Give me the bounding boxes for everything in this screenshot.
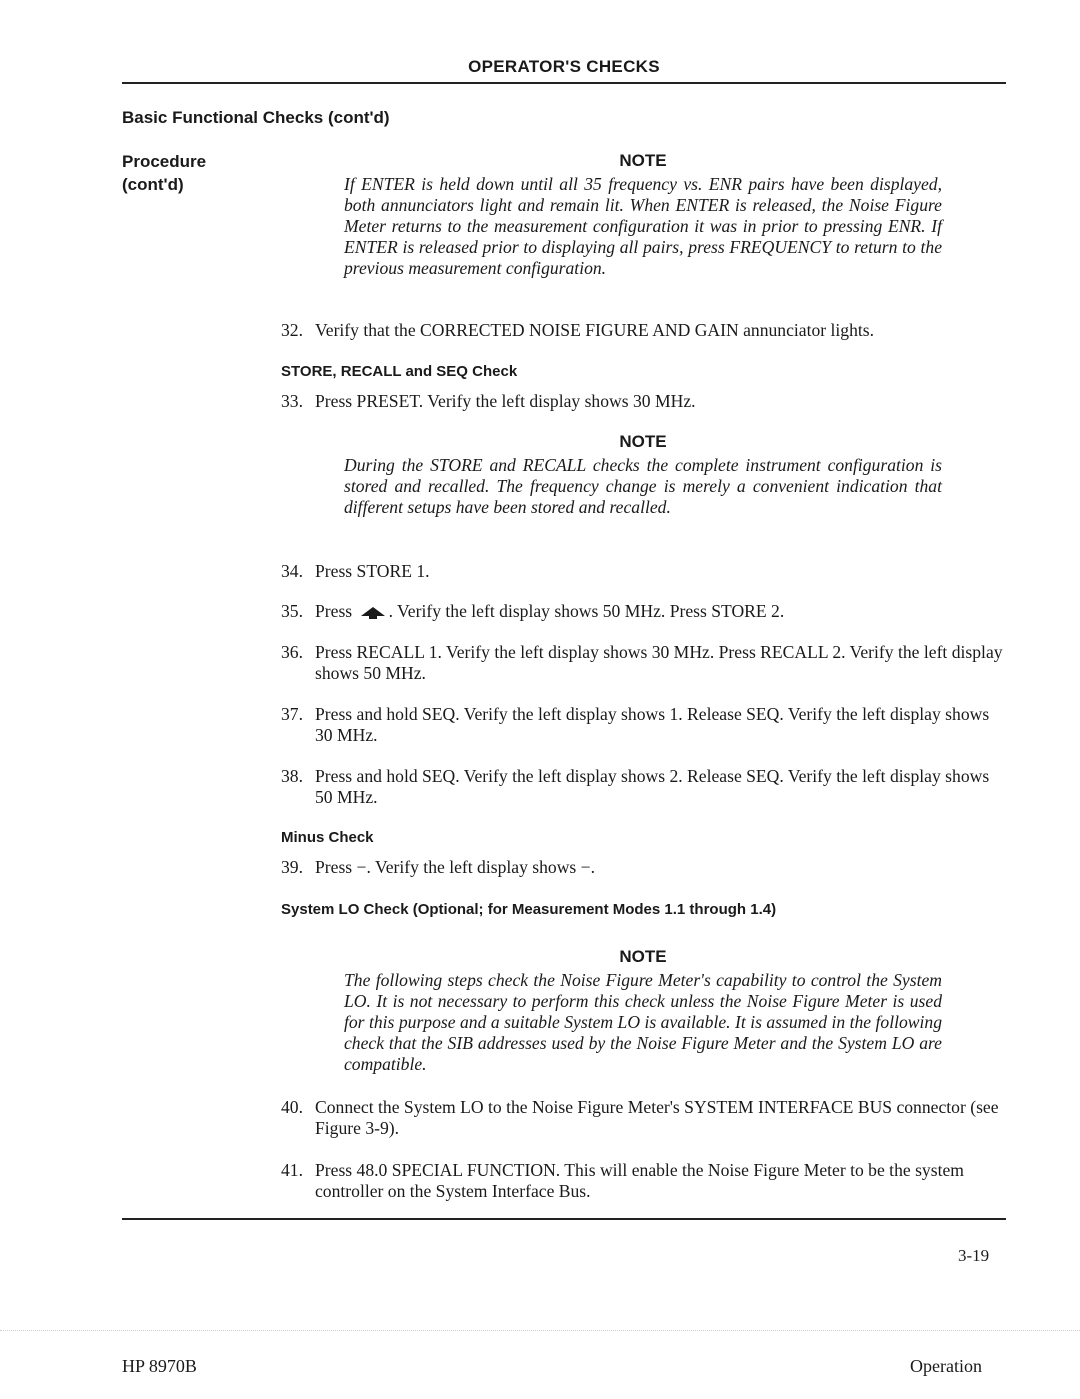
side-label-line1: Procedure <box>122 152 207 171</box>
step-number: 32. <box>281 320 303 340</box>
subheading-system-lo: System LO Check (Optional; for Measurement Modes 1.1 through 1.4) <box>281 901 777 918</box>
step-text-pre: Press <box>315 601 353 621</box>
note-title: NOTE <box>619 947 667 966</box>
step-item <box>281 1097 1009 1139</box>
step-number: 36. <box>281 642 303 662</box>
step-text: Connect the System LO to the Noise Figure Meter's SYSTEM INTERFACE BUS connector (see Figure 3-9). <box>315 1097 999 1138</box>
footer-model: HP 8970B <box>122 1356 197 1376</box>
step-text: Press −. Verify the left display shows −. <box>315 857 595 877</box>
step-number: 40. <box>281 1097 303 1117</box>
step-item <box>281 1160 1009 1202</box>
step-text: Press and hold SEQ. Verify the left display shows 1. Release SEQ. Verify the left display shows 30 MHz. <box>315 704 990 745</box>
step-text: Press PRESET. Verify the left display shows 30 MHz. <box>315 391 696 411</box>
subheading-store-recall: STORE, RECALL and SEQ Check <box>281 363 518 380</box>
step-text: Press STORE 1. <box>315 561 430 581</box>
step-text-post: . Verify the left display shows 50 MHz. Press STORE 2. <box>388 601 785 621</box>
step-text: Press 48.0 SPECIAL FUNCTION. This will enable the Noise Figure Meter to be the system controller on the System Interface Bus. <box>315 1160 964 1201</box>
step-item <box>281 320 1009 341</box>
step-item <box>281 601 1009 622</box>
subheading-minus-check: Minus Check <box>281 829 374 846</box>
side-label <box>122 150 206 196</box>
note-body: During the STORE and RECALL checks the complete instrument configuration is stored and recalled. The frequency change is merely a convenient indication that different setups have been stored and recalled. <box>344 455 942 517</box>
step-number: 34. <box>281 561 303 581</box>
step-number: 33. <box>281 391 303 411</box>
header-rule <box>122 82 1006 84</box>
step-number: 39. <box>281 857 303 877</box>
note-body: If ENTER is held down until all 35 frequency vs. ENR pairs have been displayed, both annunciators light and remain lit. When ENTER is released, the Noise Figure Meter returns to the measurement configuration it was in prior to pressing ENR. If ENTER is released prior to displaying all pairs, press FREQUENCY to return to the previous measurement configuration. <box>344 174 942 278</box>
note-title: NOTE <box>619 432 667 451</box>
step-number: 41. <box>281 1160 303 1180</box>
up-arrow-key-icon <box>359 606 387 620</box>
step-item <box>281 857 1009 878</box>
step-text: Press and hold SEQ. Verify the left display shows 2. Release SEQ. Verify the left display shows 50 MHz. <box>315 766 990 807</box>
step-item <box>281 391 1009 412</box>
page-header: OPERATOR'S CHECKS <box>468 57 660 76</box>
note-title: NOTE <box>619 151 667 170</box>
step-number: 38. <box>281 766 303 786</box>
footer-rule <box>122 1218 1006 1220</box>
step-item <box>281 704 1009 746</box>
page-edge-divider <box>0 1330 1080 1331</box>
step-number: 37. <box>281 704 303 724</box>
step-text: Verify that the CORRECTED NOISE FIGURE AND GAIN annunciator lights. <box>315 320 875 340</box>
note-body: The following steps check the Noise Figure Meter's capability to control the System LO. It is not necessary to perform this check unless the Noise Figure Meter is used for this purpose and a suitable System LO is available. It is assumed in the following check that the SIB addresses used by the Noise Figure Meter and the System LO are compatible. <box>344 970 942 1074</box>
step-item <box>281 561 1009 582</box>
step-item <box>281 642 1009 684</box>
step-text: Press RECALL 1. Verify the left display shows 30 MHz. Press RECALL 2. Verify the left display shows 50 MHz. <box>315 642 1003 683</box>
side-label-line2: (cont'd) <box>122 175 184 194</box>
step-text <box>315 601 1009 622</box>
page-number: 3-19 <box>958 1246 990 1265</box>
step-item <box>281 766 1009 808</box>
step-number: 35. <box>281 601 303 621</box>
footer-section: Operation <box>910 1356 982 1376</box>
section-title: Basic Functional Checks (cont'd) <box>122 108 390 127</box>
